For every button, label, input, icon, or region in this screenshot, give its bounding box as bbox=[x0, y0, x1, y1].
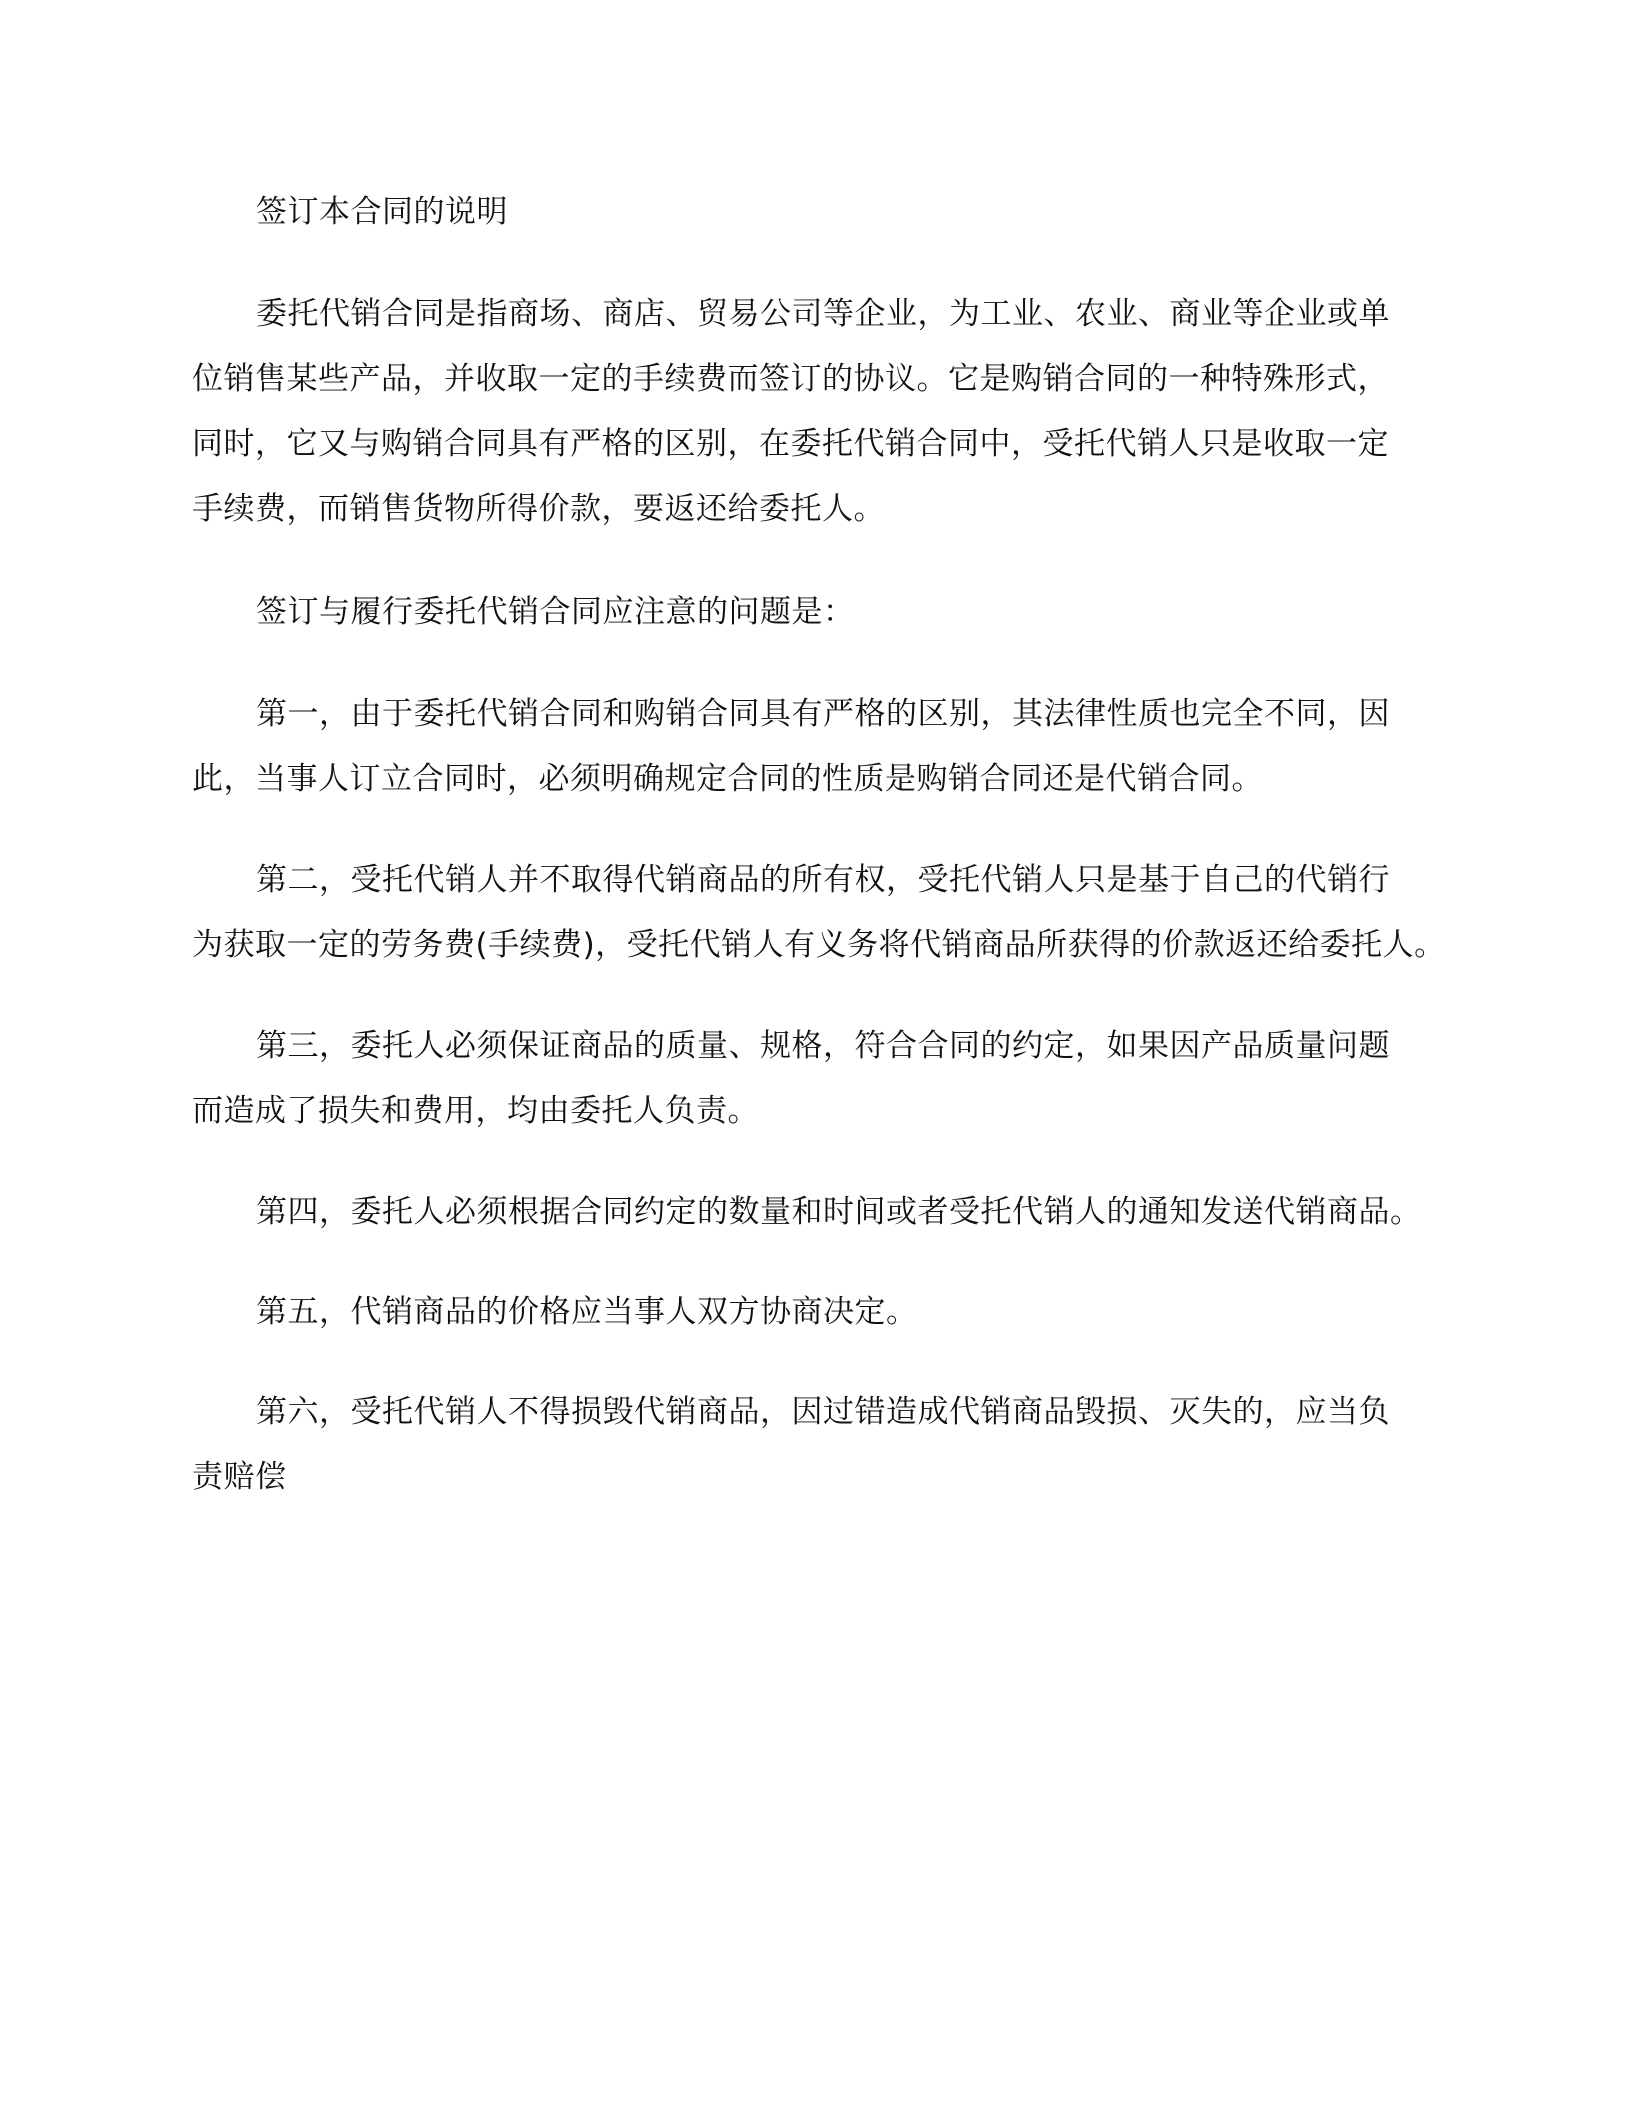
paragraph-intro bbox=[192, 282, 1492, 542]
paragraph-notes-intro bbox=[192, 580, 1492, 645]
paragraph-line: 第二，受托代销人并不取得代销商品的所有权，受托代销人只是基于自己的代销行 bbox=[256, 862, 1390, 898]
paragraph-line: 签订与履行委托代销合同应注意的问题是： bbox=[256, 594, 855, 630]
document-heading bbox=[192, 180, 1492, 245]
paragraph-line: 第四，委托人必须根据合同约定的数量和时间或者受托代销人的通知发送代销商品。 bbox=[256, 1194, 1422, 1230]
paragraph-line: 第五，代销商品的价格应当事人双方协商决定。 bbox=[256, 1294, 918, 1330]
paragraph-line: 第三，委托人必须保证商品的质量、规格，符合合同的约定，如果因产品质量问题 bbox=[256, 1028, 1390, 1064]
paragraph-point-1 bbox=[192, 682, 1492, 812]
paragraph-line: 第一，由于委托代销合同和购销合同具有严格的区别，其法律性质也完全不同，因 bbox=[256, 696, 1390, 732]
heading-text: 签订本合同的说明 bbox=[256, 194, 508, 230]
paragraph-line: 为获取一定的劳务费(手续费)，受托代销人有义务将代销商品所获得的价款返还给委托人。 bbox=[192, 927, 1446, 963]
paragraph-line: 委托代销合同是指商场、商店、贸易公司等企业，为工业、农业、商业等企业或单 bbox=[256, 296, 1390, 332]
paragraph-point-2 bbox=[192, 848, 1492, 978]
paragraph-line: 位销售某些产品，并收取一定的手续费而签订的协议。它是购销合同的一种特殊形式， bbox=[192, 361, 1389, 397]
paragraph-point-5 bbox=[192, 1280, 1492, 1345]
paragraph-point-6 bbox=[192, 1380, 1492, 1510]
paragraph-point-3 bbox=[192, 1014, 1492, 1144]
paragraph-line: 责赔偿 bbox=[192, 1459, 287, 1495]
paragraph-line: 此，当事人订立合同时，必须明确规定合同的性质是购销合同还是代销合同。 bbox=[192, 761, 1263, 797]
paragraph-line: 而造成了损失和费用，均由委托人负责。 bbox=[192, 1093, 759, 1129]
paragraph-line: 第六，受托代销人不得损毁代销商品，因过错造成代销商品毁损、灭失的，应当负 bbox=[256, 1394, 1390, 1430]
paragraph-point-4 bbox=[192, 1180, 1492, 1245]
paragraph-line: 手续费，而销售货物所得价款，要返还给委托人。 bbox=[192, 491, 885, 527]
paragraph-line: 同时，它又与购销合同具有严格的区别，在委托代销合同中，受托代销人只是收取一定 bbox=[192, 426, 1389, 462]
